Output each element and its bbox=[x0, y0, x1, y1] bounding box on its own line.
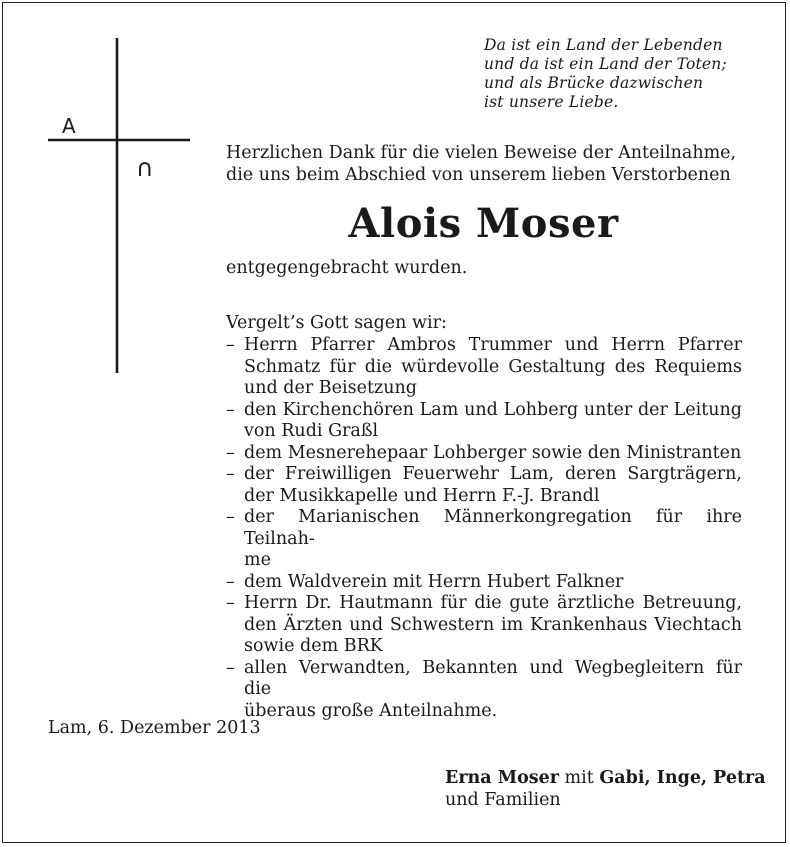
list-item-line: Herrn Pfarrer Ambros Trummer und Herrn Pfarrer bbox=[244, 335, 742, 355]
list-item-line: dem Mesnerehepaar Lohberger sowie den Ministranten bbox=[244, 442, 742, 463]
list-item-line: dem Waldverein mit Herrn Hubert Falkner bbox=[244, 571, 624, 592]
place-date: Lam, 6. Dezember 2013 bbox=[48, 718, 261, 738]
dash-bullet: – bbox=[226, 507, 235, 527]
list-item bbox=[226, 507, 742, 572]
list-item-line: Schmatz für die würdevolle Gestaltung des Requiems bbox=[244, 356, 742, 377]
list-item-line: überaus große Anteilnahme. bbox=[244, 700, 498, 721]
list-item-line: den Ärzten und Schwestern im Krankenhaus Viechtach bbox=[244, 614, 742, 635]
list-item-line: der Marianischen Männerkongregation für ihre Teilnah- bbox=[244, 507, 742, 549]
list-item bbox=[226, 335, 742, 400]
thanks-line: Herzlichen Dank für die vielen Beweise der Anteilnahme, bbox=[226, 143, 737, 163]
signatory-children: Gabi, Inge, Petra bbox=[599, 768, 766, 788]
list-item bbox=[226, 572, 742, 594]
thanks-list-intro: Vergelt’s Gott sagen wir: bbox=[226, 313, 447, 333]
deceased-name: Alois Moser bbox=[348, 200, 619, 247]
list-item bbox=[226, 658, 742, 723]
list-item bbox=[226, 593, 742, 658]
list-item-line: Herrn Dr. Hautmann für die gute ärztliche Betreuung, bbox=[244, 593, 742, 613]
list-item-line: sowie dem BRK bbox=[244, 636, 383, 656]
list-item-line: der Freiwilligen Feuerwehr Lam, deren Sargträgern, bbox=[244, 464, 742, 484]
dash-bullet: – bbox=[226, 442, 235, 463]
received-text: entgegengebracht wurden. bbox=[226, 258, 468, 278]
motto-line: und als Brücke dazwischen bbox=[484, 74, 704, 92]
list-item-line: allen Verwandten, Bekannten und Wegbegleitern für die bbox=[244, 657, 742, 699]
signature-line bbox=[445, 767, 766, 789]
list-item bbox=[226, 464, 742, 507]
dash-bullet: – bbox=[226, 464, 235, 484]
motto-line: ist unsere Liebe. bbox=[484, 93, 619, 111]
list-item bbox=[226, 443, 742, 465]
motto-verse bbox=[484, 36, 784, 112]
dash-bullet: – bbox=[226, 335, 235, 355]
cross-icon bbox=[48, 38, 193, 373]
list-item-line: von Rudi Graßl bbox=[244, 421, 379, 441]
omega-symbol: ∩ bbox=[136, 154, 154, 182]
signatory-families: und Familien bbox=[445, 790, 561, 810]
dash-bullet: – bbox=[226, 399, 235, 420]
list-item-line: der Musikkapelle und Herrn F.-J. Brandl bbox=[244, 485, 600, 506]
motto-line: und da ist ein Land der Toten; bbox=[484, 55, 727, 73]
dash-bullet: – bbox=[226, 571, 235, 592]
signatory-name: Erna Moser bbox=[445, 768, 559, 788]
list-item-line: und der Beisetzung bbox=[244, 378, 417, 398]
dash-bullet: – bbox=[226, 593, 235, 613]
list-item-line: me bbox=[244, 550, 271, 570]
alpha-symbol: A bbox=[62, 114, 76, 138]
motto-line: Da ist ein Land der Lebenden bbox=[484, 36, 723, 54]
signature-connector: mit bbox=[558, 768, 600, 788]
thanks-intro bbox=[226, 143, 746, 186]
list-item-line: den Kirchenchören Lam und Lohberg unter der Leitung bbox=[244, 399, 742, 420]
dash-bullet: – bbox=[226, 657, 235, 678]
thanks-line: die uns beim Abschied von unserem lieben Verstorbenen bbox=[226, 164, 731, 185]
signature-block bbox=[445, 767, 766, 811]
thanks-list bbox=[226, 335, 742, 722]
list-item bbox=[226, 400, 742, 443]
